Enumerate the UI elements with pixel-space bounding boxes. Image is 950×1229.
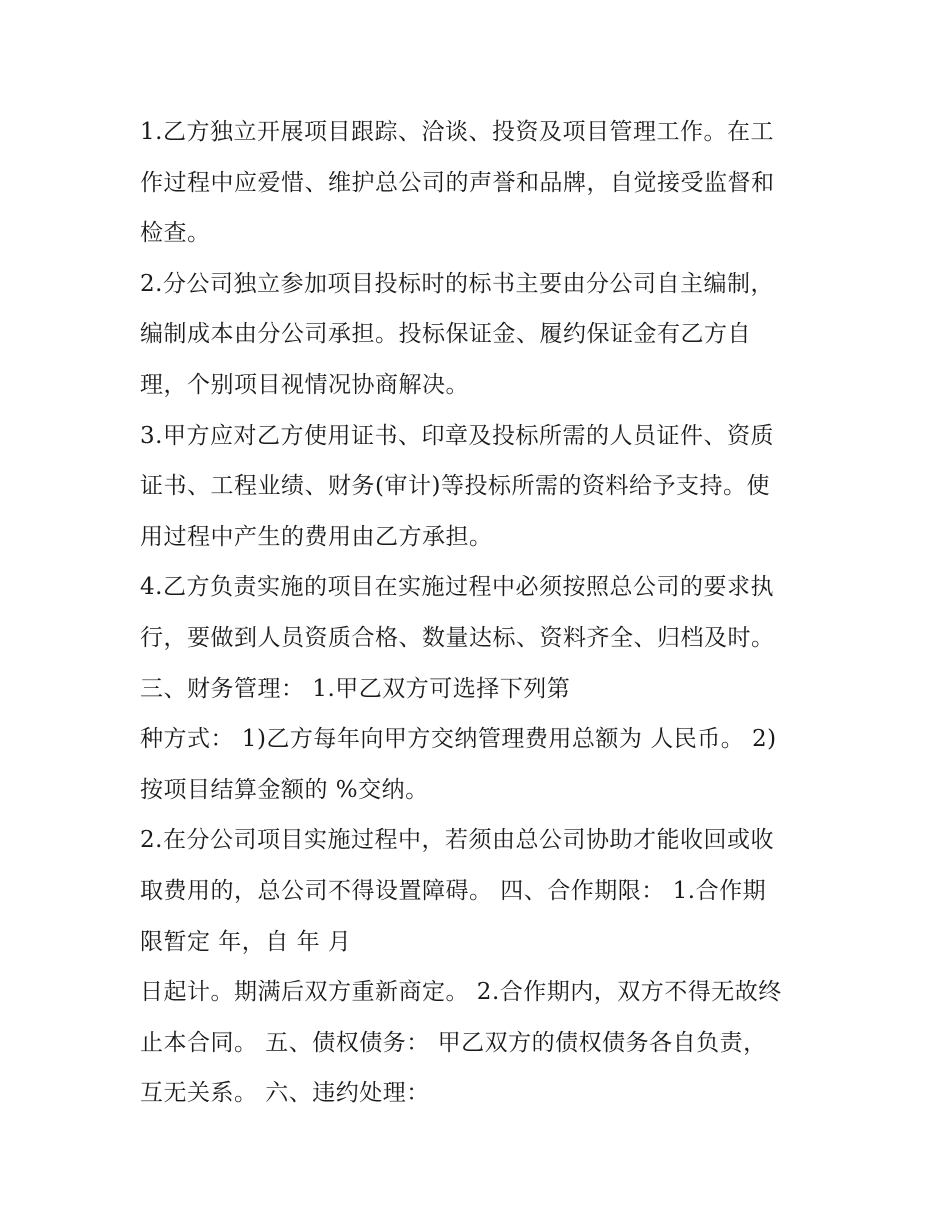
contract-text-body [140, 107, 820, 1119]
text-line: 用过程中产生的费用由乙方承担。 [140, 523, 493, 550]
text-line: 证书、工程业绩、财务(审计)等投标所需的资料给予支持。使 [140, 473, 770, 500]
text-line: 取费用的，总公司不得设置障碍。 四、合作期限： 1.合作期 [140, 877, 767, 904]
text-line: 2.分公司独立参加项目投标时的标书主要由分公司自主编制， [140, 270, 774, 297]
text-line: 4.乙方负责实施的项目在实施过程中必须按照总公司的要求执 [140, 574, 774, 601]
text-line: 作过程中应爱惜、维护总公司的声誉和品牌，自觉接受监督和 [140, 169, 775, 196]
text-line: 按项目结算金额的 %交纳。 [140, 776, 429, 803]
section-heading-finance: 三、财务管理： 1.甲乙双方可选择下列第 [140, 675, 571, 702]
text-line: 编制成本由分公司承担。投标保证金、履约保证金有乙方自 [140, 321, 751, 348]
text-line: 种方式： 1)乙方每年向甲方交纳管理费用总额为 人民币。 2) [140, 726, 777, 753]
text-line: 理，个别项目视情况协商解决。 [140, 371, 469, 398]
text-line: 互无关系。 六、违约处理： [140, 1080, 430, 1107]
text-line: 止本合同。 五、债权债务： 甲乙双方的债权债务各自负责， [140, 1029, 767, 1056]
text-line: 1.乙方独立开展项目跟踪、洽谈、投资及项目管理工作。在工 [140, 119, 774, 145]
text-line: 行，要做到人员资质合格、数量达标、资料齐全、归档及时。 [140, 624, 775, 651]
text-line: 限暂定 年，自 年 月 [140, 928, 352, 955]
text-line: 2.在分公司项目实施过程中，若须由总公司协助才能收回或收 [140, 827, 774, 854]
text-line: 日起计。期满后双方重新商定。 2.合作期内，双方不得无故终 [140, 979, 782, 1006]
text-line: 检查。 [140, 220, 211, 247]
text-line: 3.甲方应对乙方使用证书、印章及投标所需的人员证件、资质 [140, 422, 774, 449]
